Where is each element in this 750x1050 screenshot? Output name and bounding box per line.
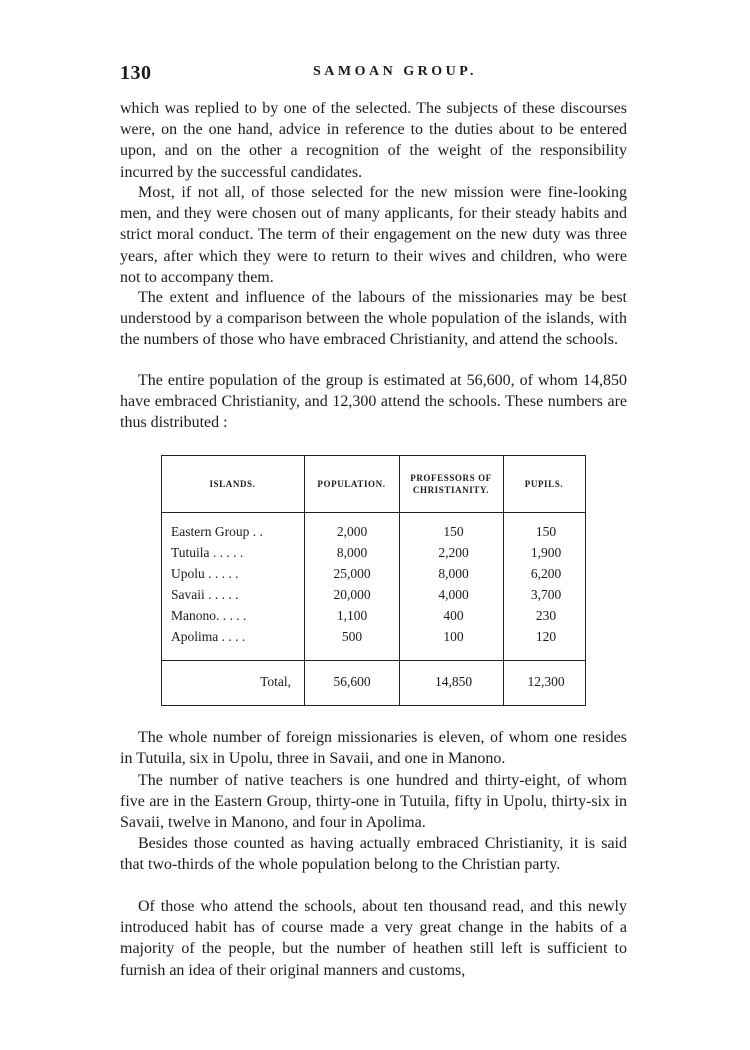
page-number: 130 [120,62,152,84]
paragraph-5: The whole number of foreign missionaries is eleven, of whom one resides in Tutuila, six in Upolu, three in Savaii, and one in Manono. [120,729,627,768]
paragraph-1: which was replied to by one of the selected. The subjects of these discourses were, on the one hand, advice in reference to the duties about to be entered upon, and on the other a recognition of the weight of the responsibility incurred by the successful candidates. [120,100,627,181]
total-population: 56,600 [333,674,371,689]
table-rule-header [161,512,586,513]
paragraph-2: Most, if not all, of those selected for the new mission were fine-looking men, and they were chosen out of many applicants, for their steady habits and strict moral conduct. The term of their engagement on the new duty was three years, after which they were to return to their wives and children, who were not to accompany them. [120,184,627,286]
pupils-value: 3,700 [530,587,562,602]
total-professors: 14,850 [434,674,473,689]
professors-value: 8,000 [438,566,469,581]
page-header [120,62,628,86]
table-rule-bottom [161,705,586,706]
paragraph-6: The number of native teachers is one hundred and thirty-eight, of whom five are in the Eastern Group, thirty-one in Tutuila, fifty in Upolu, thirty-six in Savaii, twelve in Manono, and four in Apolima. [120,772,627,832]
population-value: 2,000 [336,524,368,539]
island-name: Tutuila . . . . . [171,545,244,560]
professors-value: 4,000 [438,587,469,602]
table-rule-total [161,660,586,661]
professors-value: 150 [443,524,464,539]
pupils-value: 6,200 [530,566,562,581]
population-table [161,455,586,707]
professors-value: 2,200 [438,545,469,560]
professors-value: 100 [443,629,464,644]
table-row [161,629,586,650]
pupils-value: 230 [535,608,557,623]
paragraph-8: Of those who attend the schools, about ten thousand read, and this newly introduced habit has of course made a very great change in the habits of a majority of the people, but the number of heathen still left is sufficient to furnish an idea of their original manners and customs, [120,898,627,979]
population-value: 500 [341,629,363,644]
running-head: SAMOAN GROUP. [313,64,477,79]
header-pupils: PUPILS. [524,478,564,489]
total-pupils: 12,300 [527,674,565,689]
population-value: 1,100 [336,608,368,623]
pupils-value: 150 [535,524,557,539]
island-name: Upolu . . . . . [171,566,239,581]
paragraph-7: Besides those counted as having actually embraced Christianity, it is said that two-thirds of the whole population belong to the Christian party. [120,835,627,874]
table-row [161,524,586,545]
professors-value: 400 [443,608,464,623]
table-row [161,587,586,608]
island-name: Savaii . . . . . [171,587,239,602]
header-professors: PROFESSORS OF CHRISTIANITY. [410,472,492,495]
pupils-value: 1,900 [530,545,562,560]
population-value: 20,000 [333,587,371,602]
table-total-row [161,674,586,695]
population-value: 25,000 [333,566,371,581]
island-name: Manono. . . . . [171,608,247,623]
paragraph-3: The extent and influence of the labours of the missionaries may be best understood by a comparison between the whole population of the islands, with the numbers of those who have embraced Christianity, and attend the schools. [120,289,627,349]
island-name: Eastern Group . . [171,524,263,539]
pupils-value: 120 [535,629,557,644]
paragraph-4: The entire population of the group is estimated at 56,600, of whom 14,850 have embraced Christianity, and 12,300 attend the schools. These numbers are thus distributed : [120,372,627,432]
table-row [161,566,586,587]
island-name: Apolima . . . . [171,629,246,644]
total-label: Total, [260,674,291,689]
table-row [161,608,586,629]
header-islands: ISLANDS. [209,478,256,489]
header-population: POPULATION. [317,478,386,489]
table-row [161,545,586,566]
population-value: 8,000 [336,545,368,560]
